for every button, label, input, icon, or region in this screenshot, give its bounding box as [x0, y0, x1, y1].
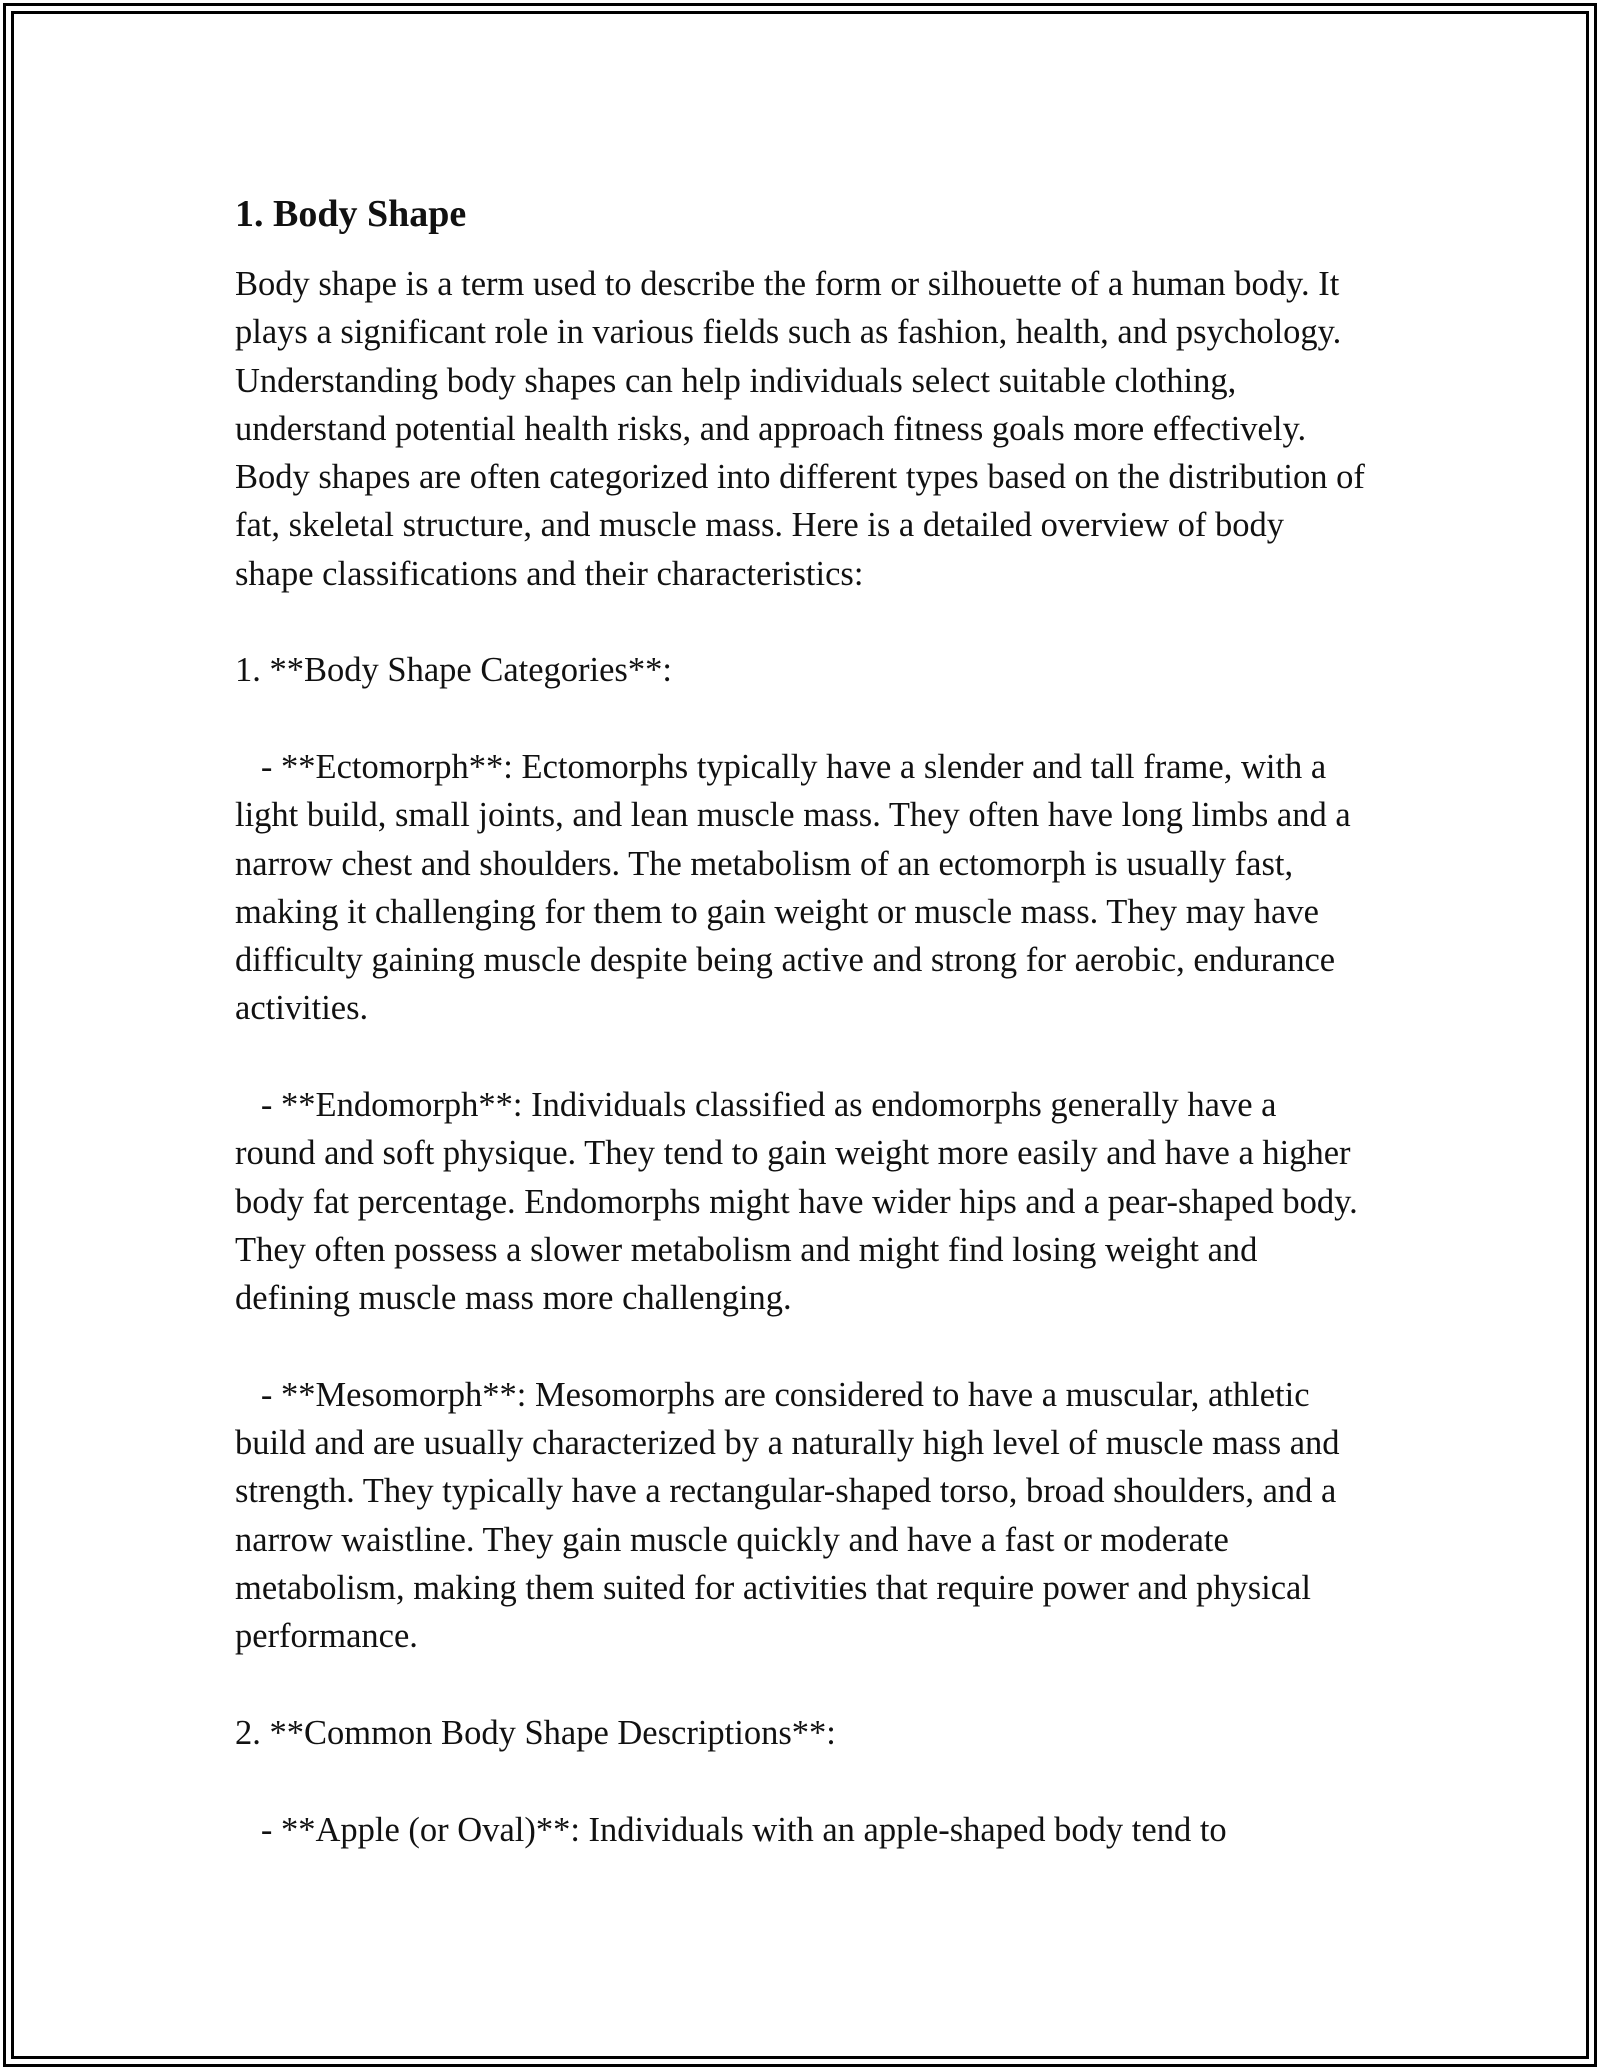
intro-paragraph: Body shape is a term used to describe the form or silhouette of a human body. It plays a significant role in various fields such as fashion, health, and psychology. Understanding body shapes can help individuals select suitable clothing, understand potential health risks, and approach fitness goals more effectively. Body shapes are often categorized into different types based on the distribution of fat, skeletal structure, and muscle mass. Here is a detailed overview of body shape classifications and their characteristics: [235, 265, 1374, 593]
section-title: 1. Body Shape [235, 193, 467, 235]
list-item-apple: - **Apple (or Oval)**: Individuals with an apple-shaped body tend to [235, 1810, 1227, 1849]
document-body [235, 188, 1374, 1854]
list-item-ectomorph: - **Ectomorph**: Ectomorphs typically have a slender and tall frame, with a light build, small joints, and lean muscle mass. They often have long limbs and a narrow chest and shoulders. The metabolism of an ectomorph is usually fast, making it challenging for them to gain weight or muscle mass. They may have difficulty gaining muscle despite being active and strong for aerobic, endurance activities. [235, 747, 1360, 1028]
list-item-endomorph: - **Endomorph**: Individuals classified as endomorphs generally have a round and soft physique. They tend to gain weight more easily and have a higher body fat percentage. Endomorphs might have wider hips and a pear-shaped body. They often possess a slower metabolism and might find losing weight and defining muscle mass more challenging. [235, 1086, 1366, 1318]
list-item-mesomorph: - **Mesomorph**: Mesomorphs are considered to have a muscular, athletic build and are usually characterized by a naturally high level of muscle mass and strength. They typically have a rectangular-shaped torso, broad shoulders, and a narrow waistline. They gain muscle quickly and have a fast or moderate metabolism, making them suited for activities that require power and physical performance. [235, 1375, 1349, 1656]
list-heading-body-shape-categories: 1. **Body Shape Categories**: [235, 651, 672, 690]
list-heading-common-body-shape-descriptions: 2. **Common Body Shape Descriptions**: [235, 1713, 836, 1752]
